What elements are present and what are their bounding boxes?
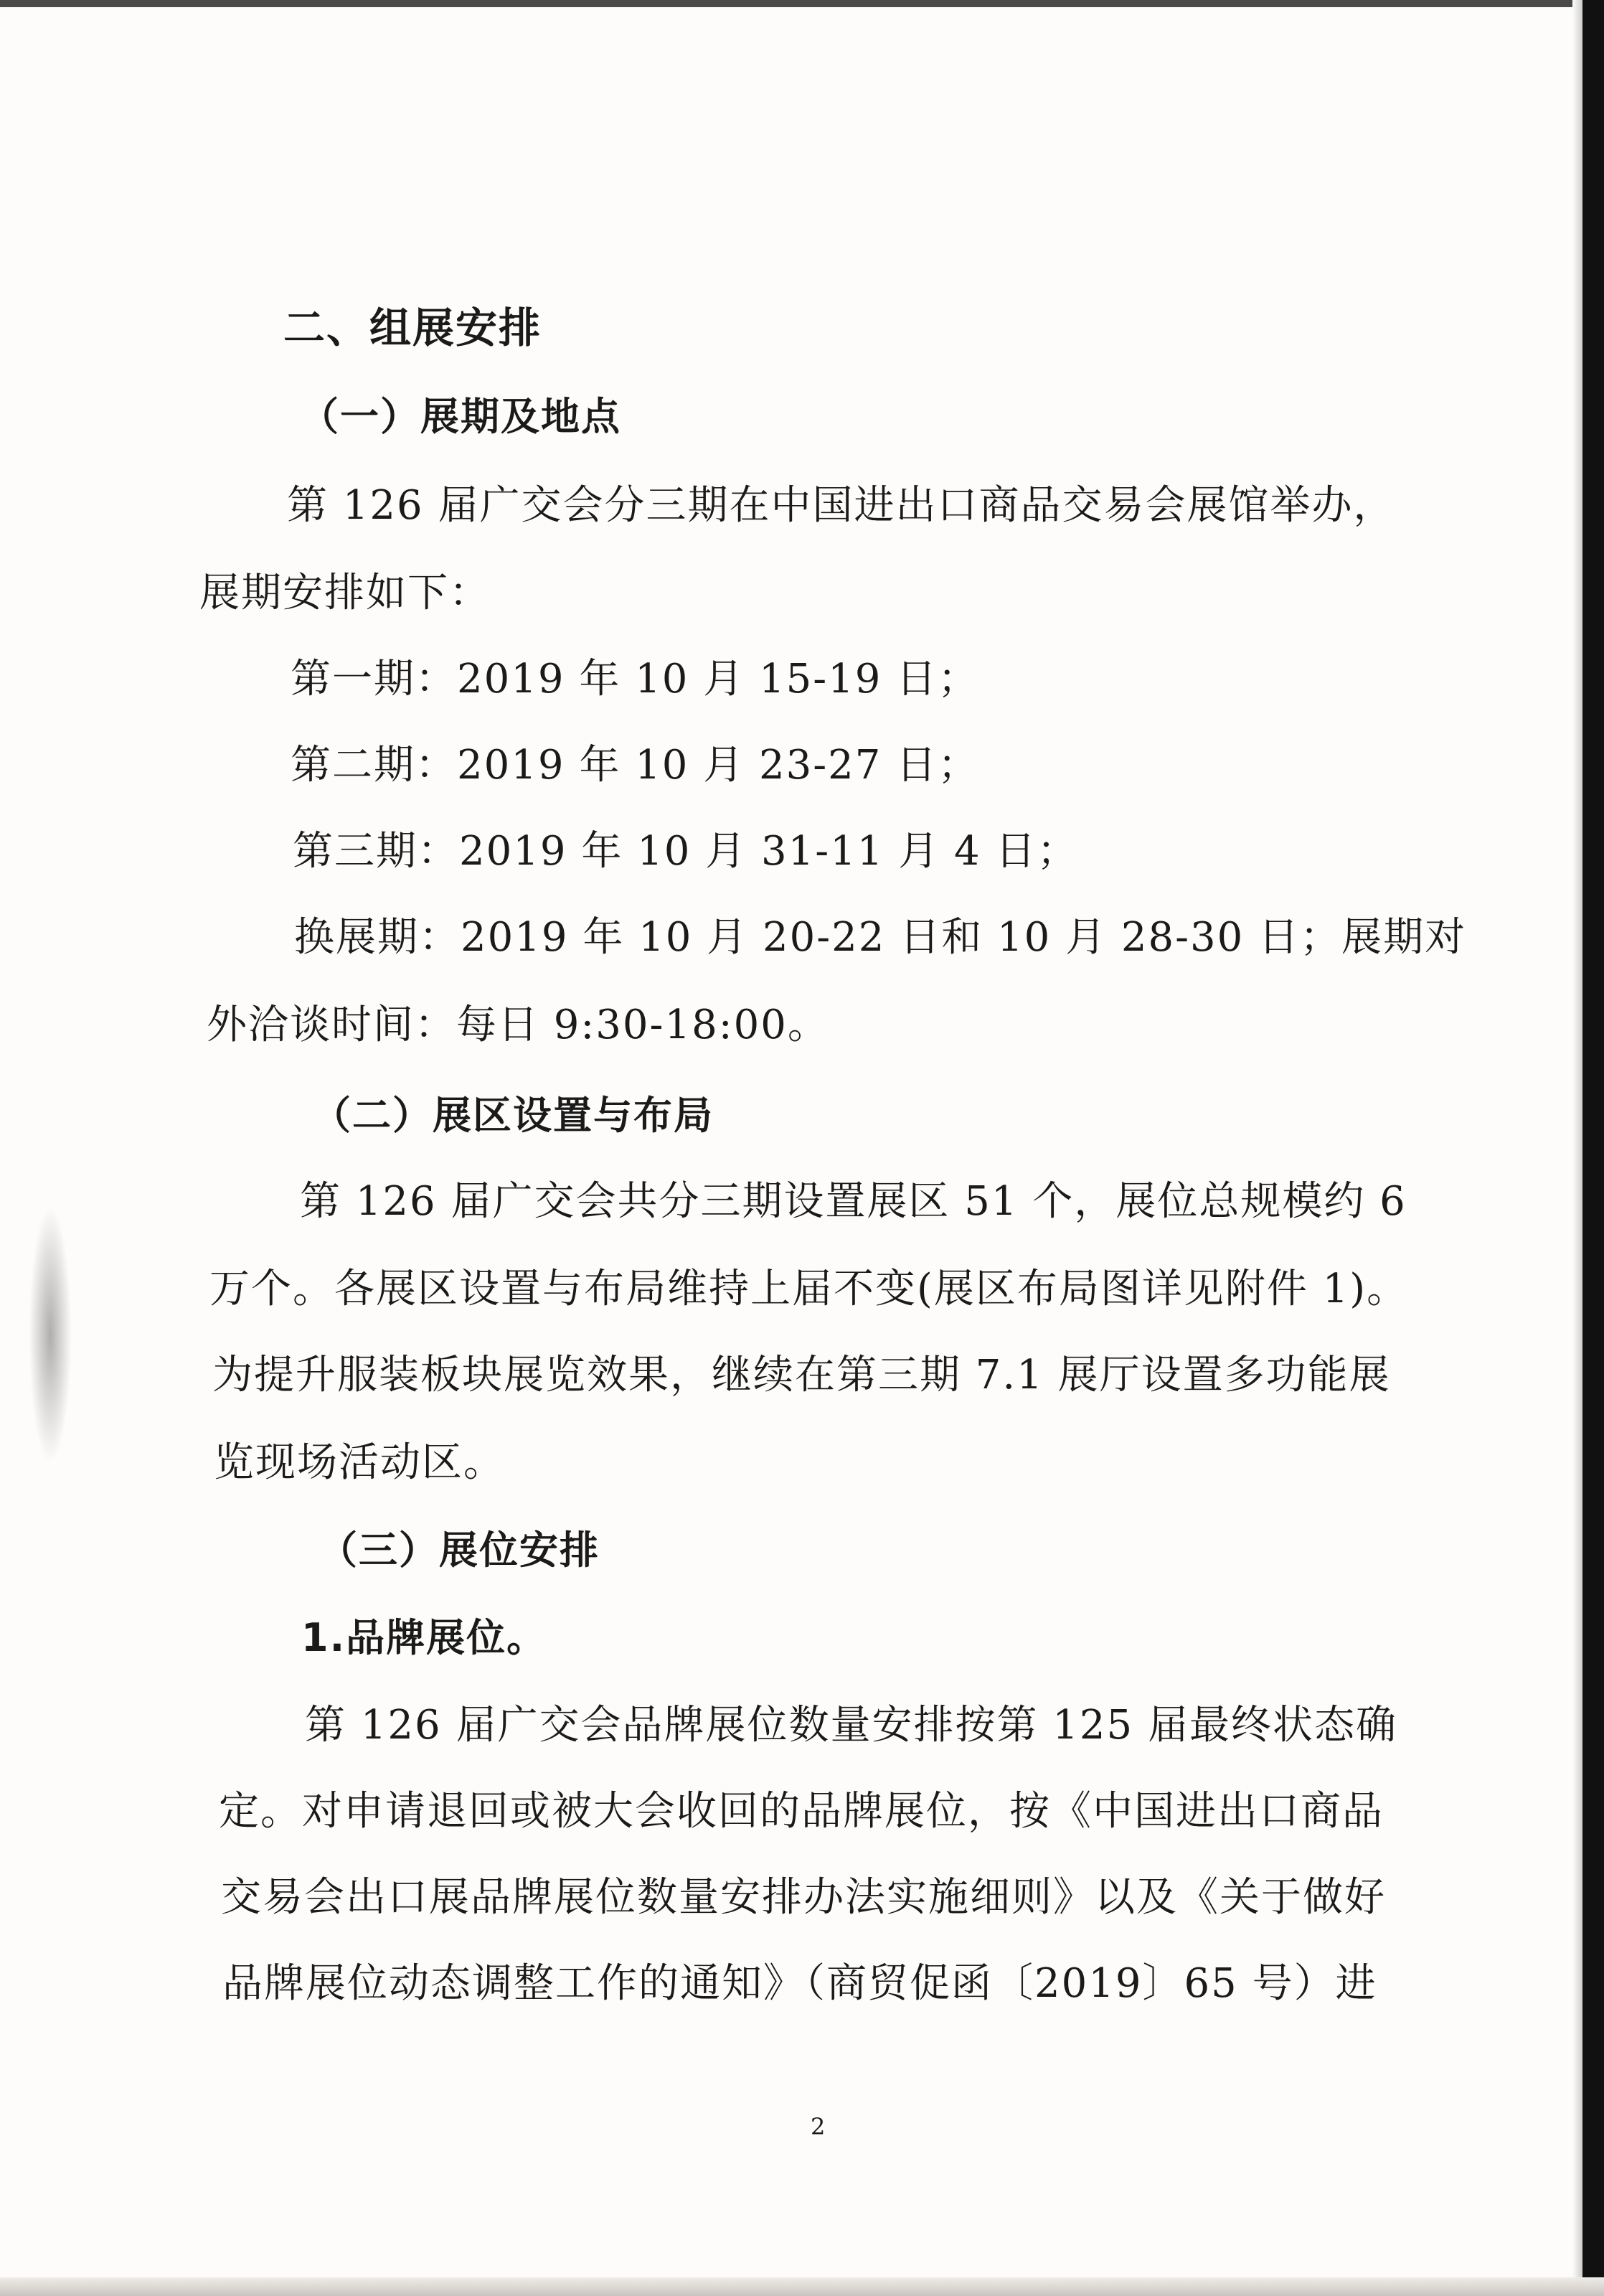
phase-line-3: 第三期：2019 年 10 月 31-11 月 4 日； <box>293 828 1079 875</box>
section-heading: 二、组展安排 <box>283 304 542 352</box>
page-number: 2 <box>811 2113 827 2140</box>
subsection-title-1: （一）展期及地点 <box>300 394 621 439</box>
scan-edge-bottom <box>0 2277 1604 2296</box>
paragraph-line: 外洽谈时间：每日 9:30-18:00。 <box>207 1002 829 1048</box>
scan-shadow <box>29 1205 72 1464</box>
paragraph-line: 第 126 届广交会分三期在中国进出口商品交易会展馆举办， <box>287 482 1395 529</box>
scan-edge-right <box>1582 0 1604 2296</box>
phase-line-2: 第二期：2019 年 10 月 23-27 日； <box>291 742 980 789</box>
paragraph-line: 第 126 届广交会品牌展位数量安排按第 125 届最终状态确 <box>305 1702 1397 1749</box>
paragraph-line: 第 126 届广交会共分三期设置展区 51 个，展位总规模约 6 <box>300 1178 1407 1225</box>
paragraph-line: 定。对申请退回或被大会收回的品牌展位，按《中国进出口商品 <box>219 1788 1384 1835</box>
paragraph-line: 换展期：2019 年 10 月 20-22 日和 10 月 28-30 日；展期对 <box>294 914 1467 961</box>
scan-edge-top <box>0 0 1604 7</box>
paragraph-line: 展期安排如下： <box>199 570 491 616</box>
paragraph-line: 万个。各展区设置与布局维持上届不变(展区布局图详见附件 1)。 <box>209 1266 1409 1312</box>
phase-line-1: 第一期：2019 年 10 月 15-19 日； <box>291 656 980 702</box>
item-title: 1.品牌展位。 <box>301 1615 547 1660</box>
subsection-title-3: （三）展位安排 <box>319 1528 600 1573</box>
paragraph-line: 览现场活动区。 <box>214 1439 505 1486</box>
subsection-title-2: （二）展区设置与布局 <box>312 1093 714 1138</box>
paragraph-line: 为提升服装板块展览效果，继续在第三期 7.1 展厅设置多功能展 <box>212 1352 1391 1398</box>
paragraph-line: 品牌展位动态调整工作的通知》（商贸促函〔2019〕65 号）进 <box>222 1960 1377 2007</box>
scan-edge-shade <box>1572 0 1582 2296</box>
paragraph-line: 交易会出口展品牌展位数量安排办法实施细则》以及《关于做好 <box>221 1874 1386 1921</box>
